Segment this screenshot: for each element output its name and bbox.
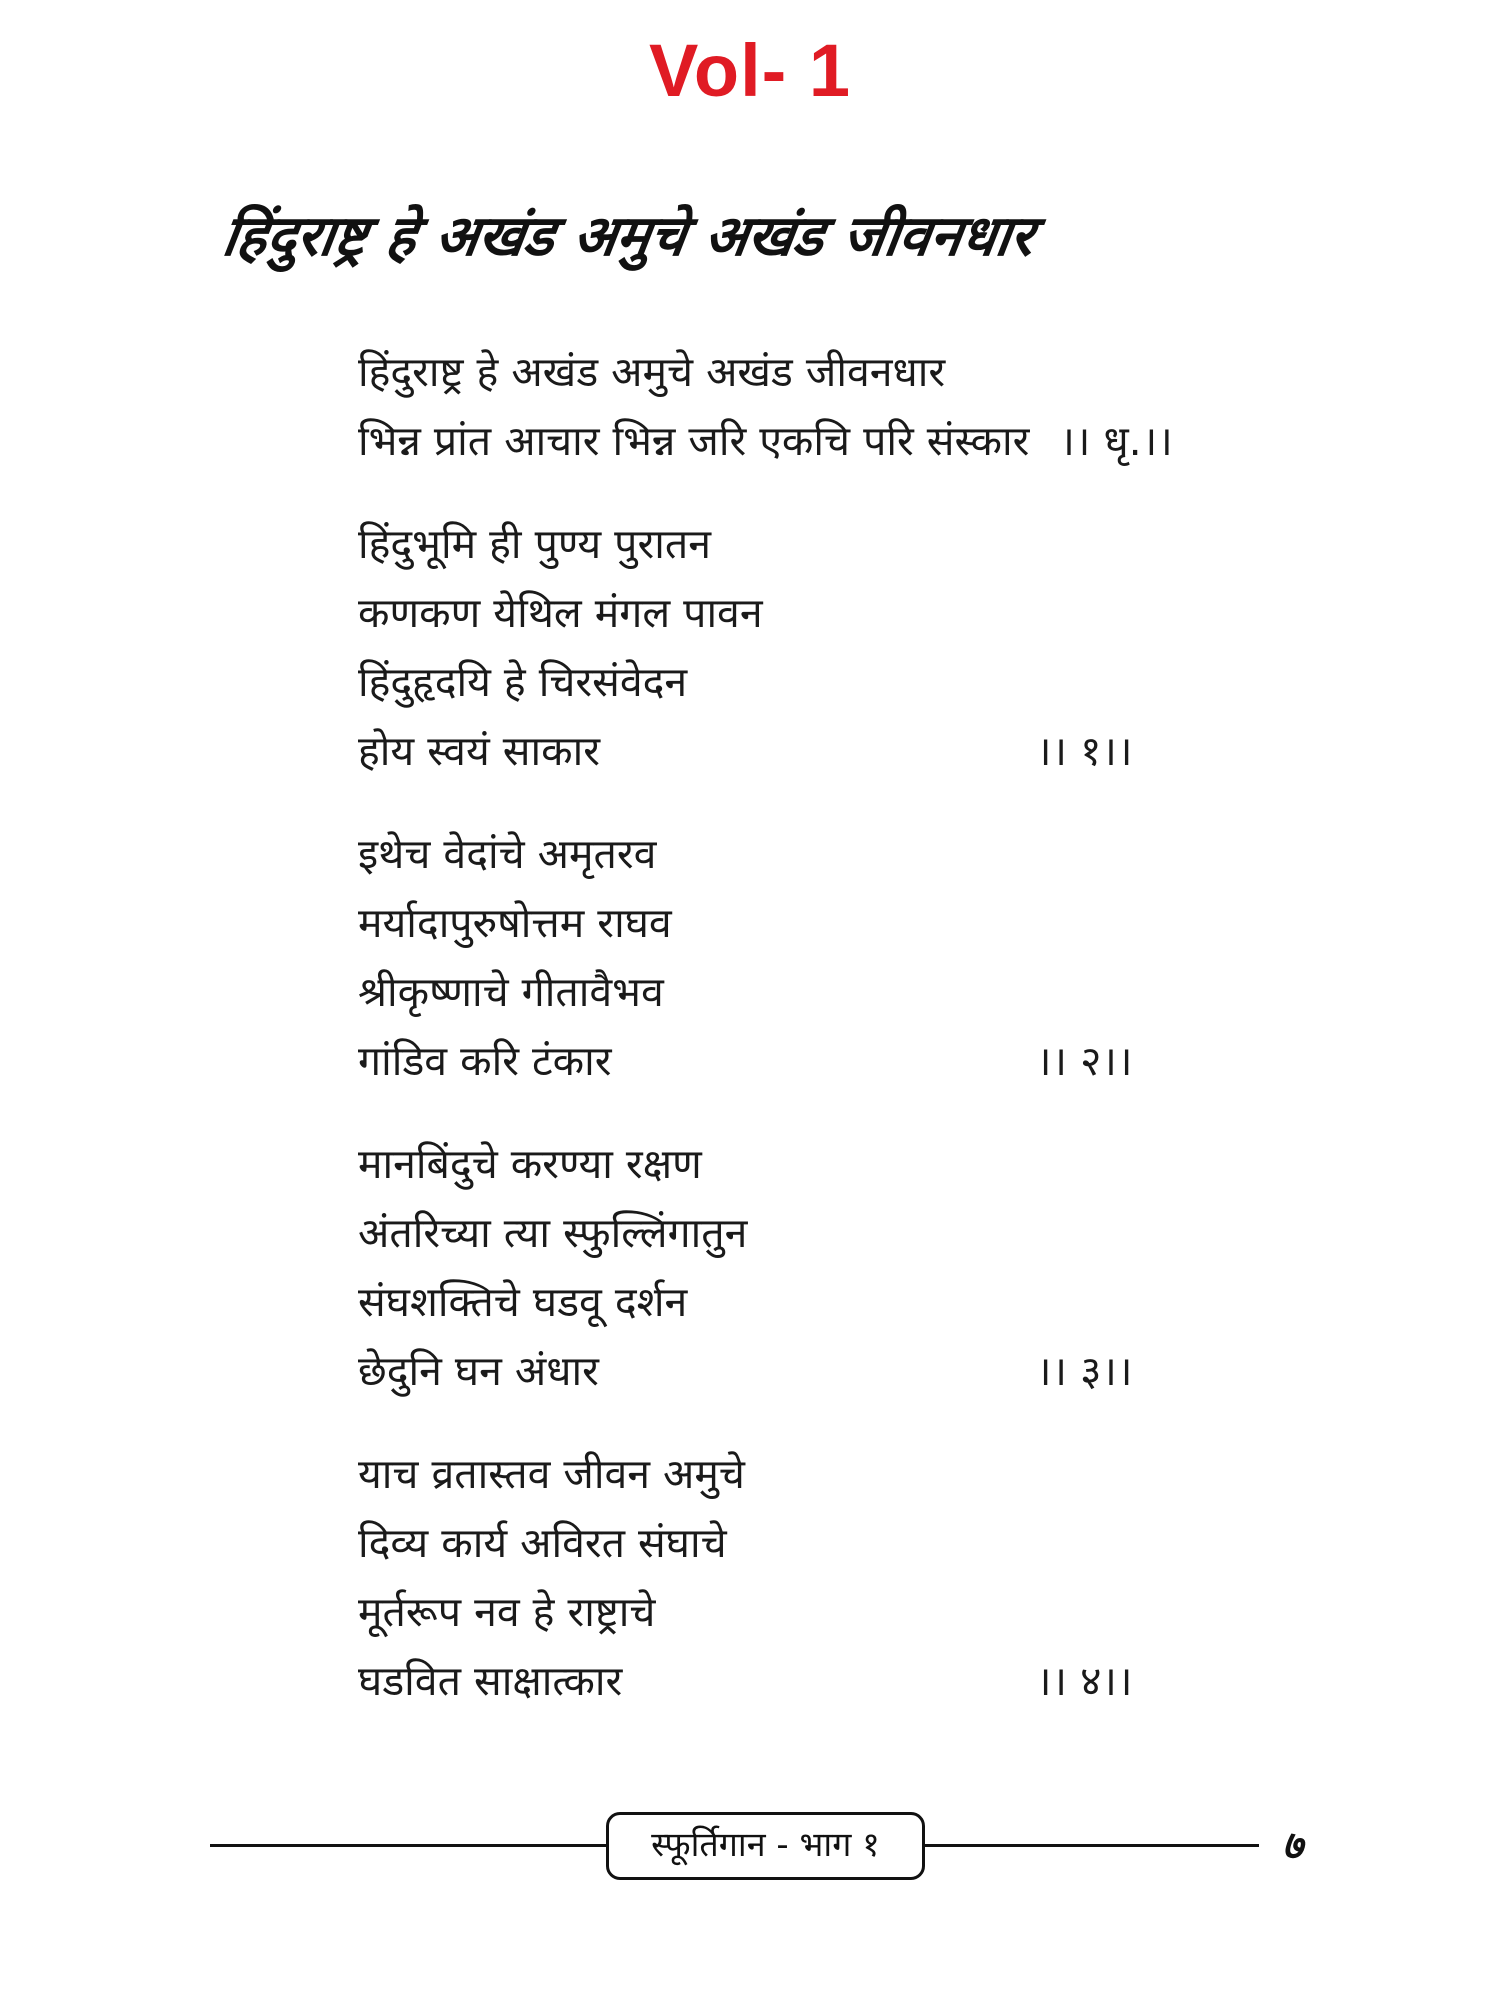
stanza-line <box>358 510 1338 579</box>
stanza-line-text: मूर्तरूप नव हे राष्ट्राचे <box>358 1588 656 1636</box>
stanza-line <box>358 648 1338 717</box>
stanza-line-text: मर्यादापुरुषोत्तम राघव <box>358 899 672 947</box>
stanza-marker: ।। १।। <box>1036 727 1133 775</box>
volume-label: Vol- 1 <box>649 29 851 112</box>
stanza-line-text: हिंदुभूमि ही पुण्य पुरातन <box>358 520 711 568</box>
chorus <box>358 338 1338 476</box>
chorus-line-text: भिन्न प्रांत आचार भिन्न जरि एकचि परि संस्कार <box>358 417 1030 465</box>
stanza-line-text: दिव्य कार्य अविरत संघाचे <box>358 1519 727 1567</box>
stanza-line-text: हिंदुहृदयि हे चिरसंवेदन <box>358 658 688 706</box>
stanza-line <box>358 958 1338 1027</box>
stanza-line <box>358 1509 1338 1578</box>
stanza-line-text: इथेच वेदांचे अमृतरव <box>358 830 657 878</box>
footer-book-label: स्फूर्तिगान - भाग १ <box>606 1812 925 1880</box>
stanza-line <box>358 579 1338 648</box>
stanza-line-text: याच व्रतास्तव जीवन अमुचे <box>358 1450 745 1498</box>
stanza-line <box>358 1130 1338 1199</box>
stanza-line-text: गांडिव करि टंकार <box>358 1037 612 1085</box>
stanza-line-text: मानबिंदुचे करण्या रक्षण <box>358 1140 702 1188</box>
stanza-line-text: होय स्वयं साकार <box>358 727 600 775</box>
stanza-marker: ।। ४।। <box>1036 1657 1133 1705</box>
stanza-4 <box>358 1440 1338 1716</box>
stanza-line <box>358 1647 1338 1716</box>
stanza-line <box>358 1337 1338 1406</box>
song-title: हिंदुराष्ट्र हे अखंड अमुचे अखंड जीवनधार <box>218 204 1038 269</box>
footer-rule-left <box>210 1844 606 1847</box>
stanza-line-text: श्रीकृष्णाचे गीतावैभव <box>358 968 664 1016</box>
stanza-line <box>358 717 1338 786</box>
stanza-line <box>358 1440 1338 1509</box>
chorus-line <box>358 338 1338 407</box>
stanza-line-text: कणकण येथिल मंगल पावन <box>358 589 763 637</box>
chorus-line <box>358 407 1338 476</box>
stanza-line <box>358 889 1338 958</box>
stanza-marker: ।। २।। <box>1036 1037 1133 1085</box>
stanza-line-text: अंतरिच्या त्या स्फुल्लिंगातुन <box>358 1209 748 1257</box>
stanza-line-text: संघशक्तिचे घडवू दर्शन <box>358 1278 688 1326</box>
stanza-line-text: घडवित साक्षात्कार <box>358 1657 623 1705</box>
stanza-line <box>358 1578 1338 1647</box>
stanza-line-text: छेदुनि घन अंधार <box>358 1347 599 1395</box>
stanza-line <box>358 1027 1338 1096</box>
stanza-marker: ।। ३।। <box>1036 1347 1133 1395</box>
stanza-line <box>358 1199 1338 1268</box>
stanza-3 <box>358 1130 1338 1406</box>
footer-rule-right <box>925 1844 1259 1847</box>
stanza-1 <box>358 510 1338 786</box>
stanza-line <box>358 820 1338 889</box>
stanza-line <box>358 1268 1338 1337</box>
chorus-marker: ।। धृ.।। <box>1059 417 1173 465</box>
page-number: ७ <box>1282 1823 1303 1869</box>
chorus-line-text: हिंदुराष्ट्र हे अखंड अमुचे अखंड जीवनधार <box>358 348 946 396</box>
stanza-2 <box>358 820 1338 1096</box>
